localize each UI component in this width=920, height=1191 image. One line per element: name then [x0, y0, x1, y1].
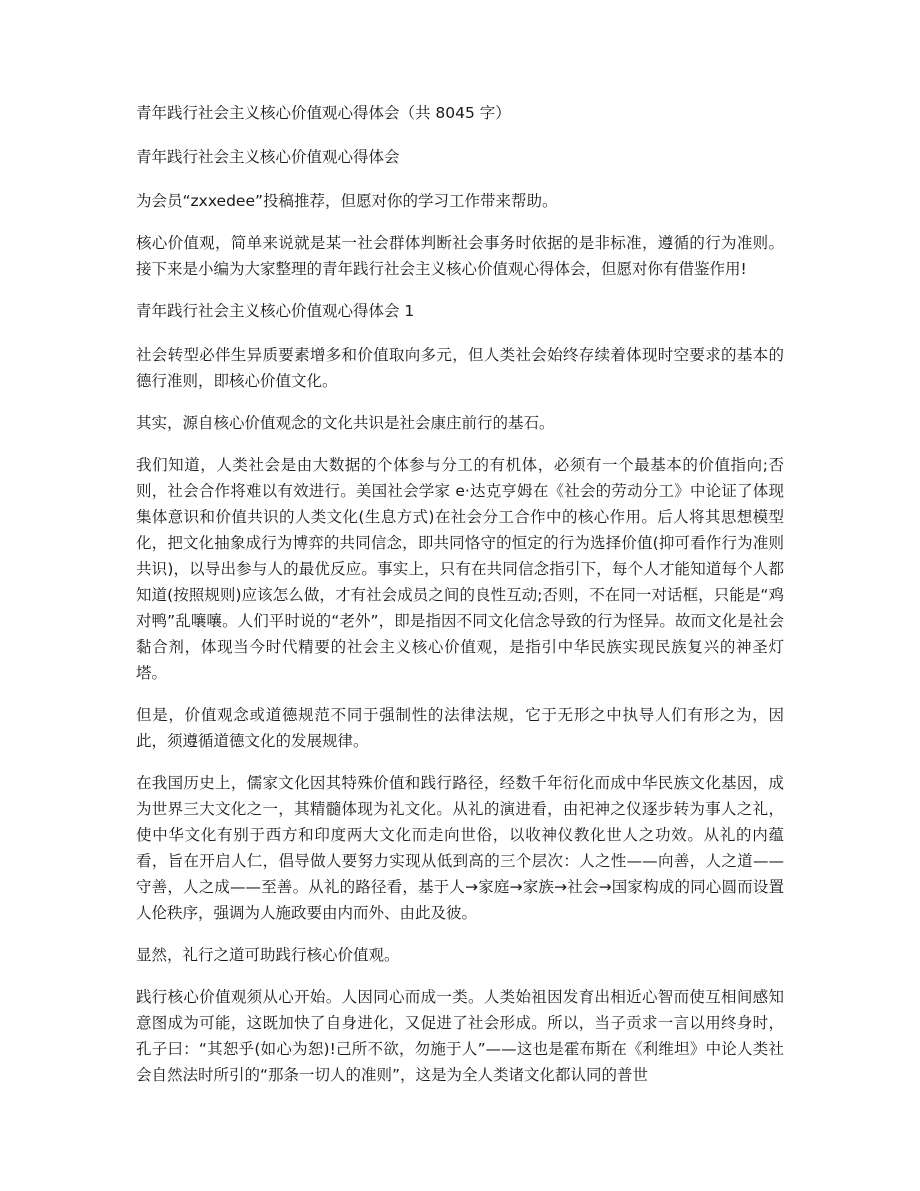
- intro-paragraph: 核心价值观，简单来说就是某一社会群体判断社会事务时依据的是非标准，遵循的行为准则。接下来是小编为大家整理的青年践行社会主义核心价值观心得体会，但愿对你有借鉴作用!: [136, 234, 784, 278]
- body-paragraph: 显然，礼行之道可助践行核心价值观。: [136, 946, 400, 964]
- body-paragraph: 社会转型必伴生异质要素增多和价值取向多元，但人类社会始终存续着体现时空要求的基本的德行准则，即核心价值文化。: [136, 346, 784, 390]
- document-subtitle: 青年践行社会主义核心价值观心得体会: [136, 148, 400, 166]
- body-paragraph: 践行核心价值观须从心开始。人因同心而成一类。人类始祖因发育出相近心智而使互相间感知意图成为可能，这既加快了自身进化，又促进了社会形成。所以，当子贡求一言以用终身时，孔子曰：“其恕乎(如心为恕)!己所不欲，勿施于人”——这也是霍布斯在《利维坦》中论人类社会自然法时所引的“那条一切人的准则”，这是为全人类诸文化都认同的普世: [136, 988, 784, 1084]
- body-paragraph: 其实，源自核心价值观念的文化共识是社会康庄前行的基石。: [136, 414, 555, 432]
- document-title: 青年践行社会主义核心价值观心得体会（共 8045 字）: [136, 104, 511, 122]
- body-paragraph: 但是，价值观念或道德规范不同于强制性的法律法规，它于无形之中执导人们有形之为，因此，须遵循道德文化的发展规律。: [136, 706, 784, 750]
- body-paragraph: 我们知道，人类社会是由大数据的个体参与分工的有机体，必须有一个最基本的价值指向;否则，社会合作将难以有效进行。美国社会学家 e·达克亨姆在《社会的劳动分工》中论证了体现集体意识和价值共识的人类文化(生息方式)在社会分工合作中的核心作用。后人将其思想模型化，把文化抽象成行为博弈的共同信念，即共同恪守的恒定的行为选择价值(抑可看作行为准则共识)，以导出参与人的最优反应。事实上，只有在共同信念指引下，每个人才能知道每个人都知道(按照规则)应该怎么做，才有社会成员之间的良性互动;否则，不在同一对话框，只能是“鸡对鸭”乱嚷嚷。人们平时说的“老外”，即是指因不同文化信念导致的行为怪异。故而文化是社会黏合剂，体现当今时代精要的社会主义核心价值观，是指引中华民族实现民族复兴的神圣灯塔。: [136, 456, 784, 682]
- body-paragraph: 在我国历史上，儒家文化因其特殊价值和践行路径，经数千年衍化而成中华民族文化基因，成为世界三大文化之一，其精髓体现为礼文化。从礼的演进看，由祀神之仪逐步转为事人之礼，使中华文化有别于西方和印度两大文化而走向世俗，以收神仪教化世人之功效。从礼的内蕴看，旨在开启人仁，倡导做人要努力实现从低到高的三个层次：人之性——向善，人之道——守善，人之成——至善。从礼的路径看，基于人→家庭→家族→社会→国家构成的同心圆而设置人伦秩序，强调为人施政要由内而外、由此及彼。: [136, 774, 784, 922]
- contributor-note: 为会员“zxxedee”投稿推荐，但愿对你的学习工作带来帮助。: [136, 192, 558, 210]
- section-heading: 青年践行社会主义核心价值观心得体会 1: [136, 302, 415, 320]
- document-page: [136, 100, 784, 1104]
